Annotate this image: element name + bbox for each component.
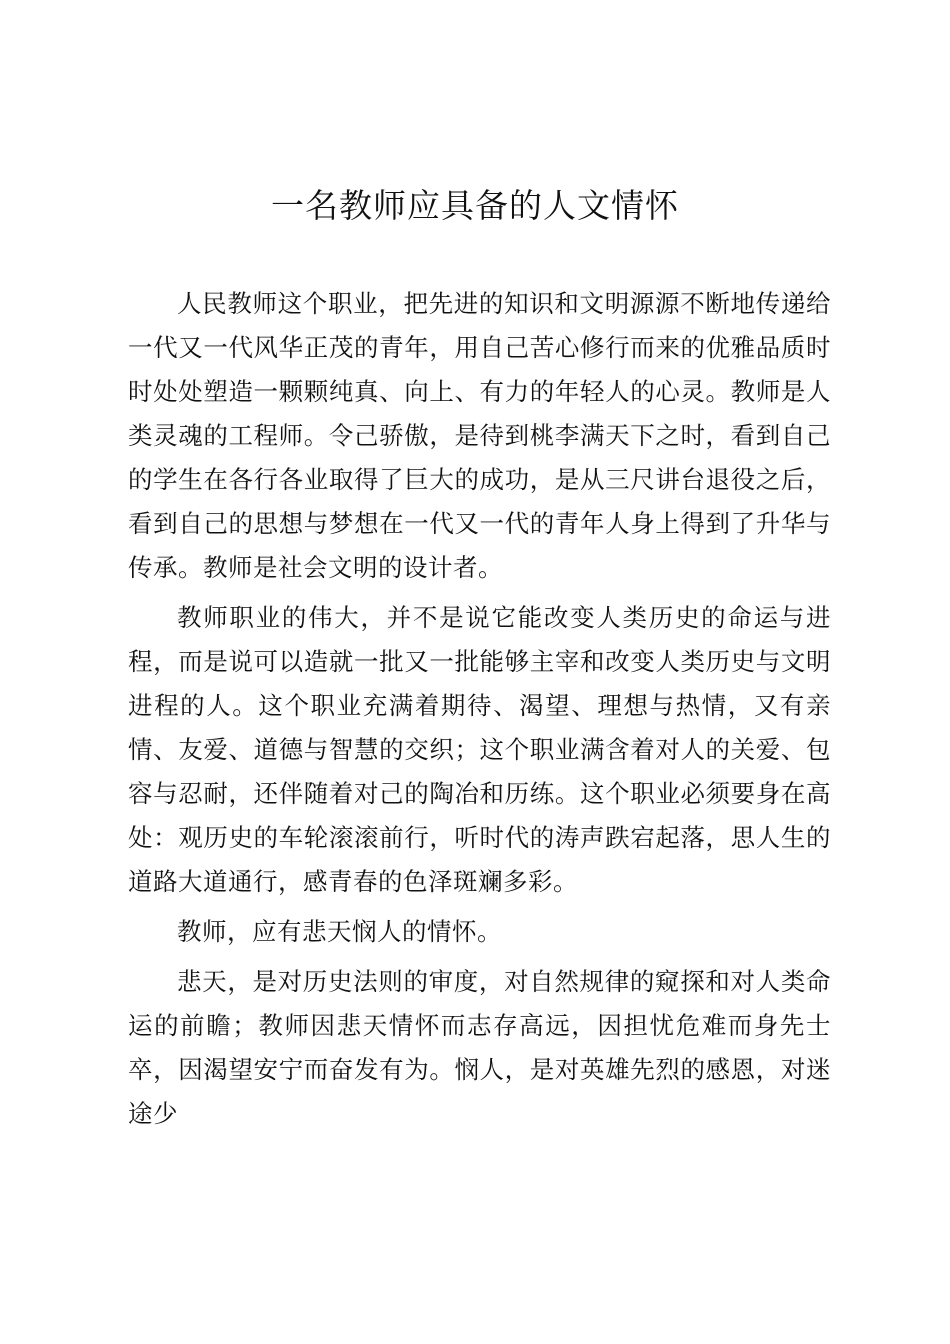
paragraph: 悲天，是对历史法则的审度，对自然规律的窥探和对人类命运的前瞻；教师因悲天情怀而志存高远，因担忧危难而身先士卒，因渴望安宁而奋发有为。悯人，是对英雄先烈的感恩，对迷途少 <box>128 967 831 1128</box>
document-body <box>128 282 831 1136</box>
paragraph: 教师职业的伟大，并不是说它能改变人类历史的命运与进程，而是说可以造就一批又一批能够主宰和改变人类历史与文明进程的人。这个职业充满着期待、渴望、理想与热情，又有亲情、友爱、道德与智慧的交织；这个职业满含着对人的关爱、包容与忍耐，还伴随着对己的陶冶和历练。这个职业必须要身在高处：观历史的车轮滚滚前行，听时代的涛声跌宕起落，思人生的道路大道通行，感青春的色泽斑斓多彩。 <box>128 603 831 896</box>
document-title: 一名教师应具备的人文情怀 <box>271 186 679 225</box>
paragraph: 人民教师这个职业，把先进的知识和文明源源不断地传递给一代又一代风华正茂的青年，用自己苦心修行而来的优雅品质时时处处塑造一颗颗纯真、向上、有力的年轻人的心灵。教师是人类灵魂的工程师。令己骄傲，是待到桃李满天下之时，看到自己的学生在各行各业取得了巨大的成功，是从三尺讲台退役之后，看到自己的思想与梦想在一代又一代的青年人身上得到了升华与传承。教师是社会文明的设计者。 <box>128 289 831 582</box>
paragraph: 教师，应有悲天悯人的情怀。 <box>177 917 502 946</box>
